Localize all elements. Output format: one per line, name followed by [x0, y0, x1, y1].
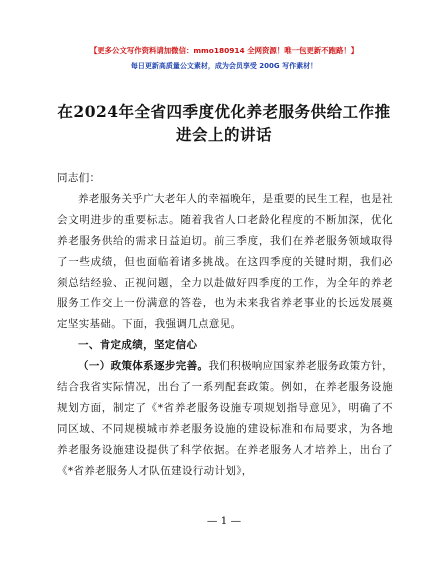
page-number: — 1 — — [206, 515, 242, 527]
subsection-text: 我们积极响应国家养老服务政策方针，结合我省实际情况，出台了一系列配套政策。例如，在养老服务设施规划方面，制定了《*省养老服务设施专项规划指导意见》，明确了不同区域、不同规模城市养老服务设施的建设标准和布局要求，为各地养老服务设施建设提供了科学依据。在养老服务人才培养上，出台了《*省养老服务人才队伍建设行动计划》， — [57, 360, 394, 477]
intro-paragraph: 养老服务关乎广大老年人的幸福晚年，是重要的民生工程，也是社会文明进步的重要标志。随着我省人口老龄化程度的不断加深，优化养老服务供给的需求日益迫切。前三季度，我们在养老服务领域取得了一些成绩，但也面临着诸多挑战。在这四季度的关键时期，我们必须总结经验、正视问题，全力以赴做好四季度的工作，为全年的养老服务工作交上一份满意的答卷，也为未来我省养老事业的长远发展奠定坚实基础。下面，我强调几点意见。 — [57, 192, 393, 331]
document-body — [57, 168, 393, 482]
subsection-paragraph — [57, 356, 393, 481]
promo-banner-line: 【更多公文写作资料请加微信：mmo180914 全网资源！唯一包更新不跑路！】 — [89, 46, 359, 55]
section-heading: 一、肯定成绩，坚定信心 — [78, 339, 198, 352]
salutation: 同志们： — [57, 172, 101, 184]
subsection-heading: （一）政策体系逐步完善。 — [78, 360, 209, 373]
document-title: 在2024年全省四季度优化养老服务供给工作推进会上的讲话 — [57, 102, 391, 144]
promo-subline: 每日更新高质量公文素材，成为会员享受 200G 写作素材！ — [130, 62, 318, 70]
